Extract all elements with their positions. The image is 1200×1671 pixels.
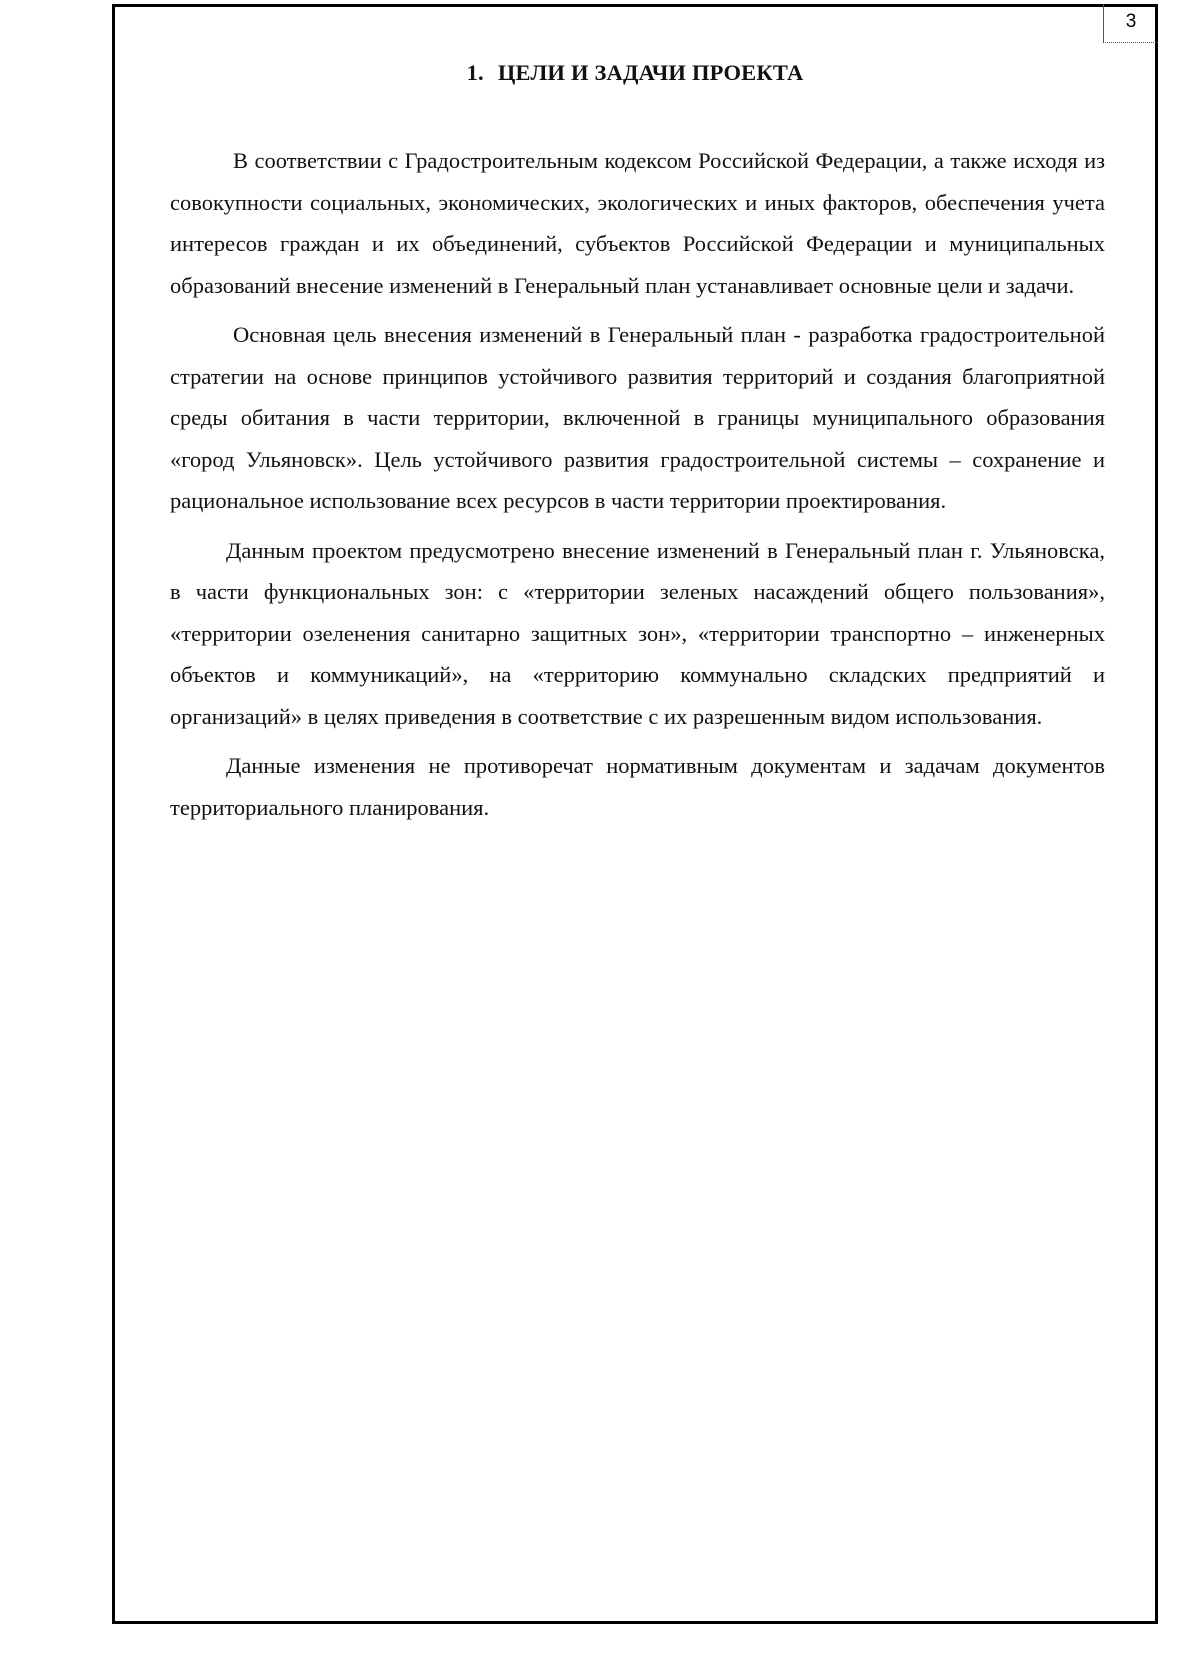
section-title: ЦЕЛИ И ЗАДАЧИ ПРОЕКТА [497,60,804,85]
paragraph-compliance: Данные изменения не противоречат нормативным документам и задачам документов территориального планирования. [170,753,1105,820]
paragraph-project-changes: Данным проектом предусмотрено внесение изменений в Генеральный план г. Ульяновска, в части функциональных зон: с «территории зеленых насаждений общего пользования», «территории озеленения санитарно защитных зон», «территории транспортно – инженерных объектов и коммуникаций», на «территорию коммунально складских предприятий и организаций» в целях приведения в соответствие с их разрешенным видом использования. [170,537,1105,729]
paragraph-legal-basis: В соответствии с Градостроительным кодексом Российской Федерации, а также исходя из совокупности социальных, экономических, экологических и иных факторов, обеспечения учета интересов граждан и их объединений, субъектов Российской Федерации и муниципальных образований внесение изменений в Генеральный план устанавливает основные цели и задачи. [170,148,1105,298]
document-body [170,140,1105,836]
section-heading [112,58,1158,88]
paragraph-main-goal: Основная цель внесения изменений в Генеральный план - разработка градостроительной стратегии на основе принципов устойчивого развития территорий и создания благоприятной среды обитания в части территории, включенной в границы муниципального образования «город Ульяновск». Цель устойчивого развития градостроительной системы – сохранение и рациональное использование всех ресурсов в части территории проектирования. [170,322,1105,513]
page-number: 3 [1103,4,1158,43]
section-number: 1. [466,60,484,85]
